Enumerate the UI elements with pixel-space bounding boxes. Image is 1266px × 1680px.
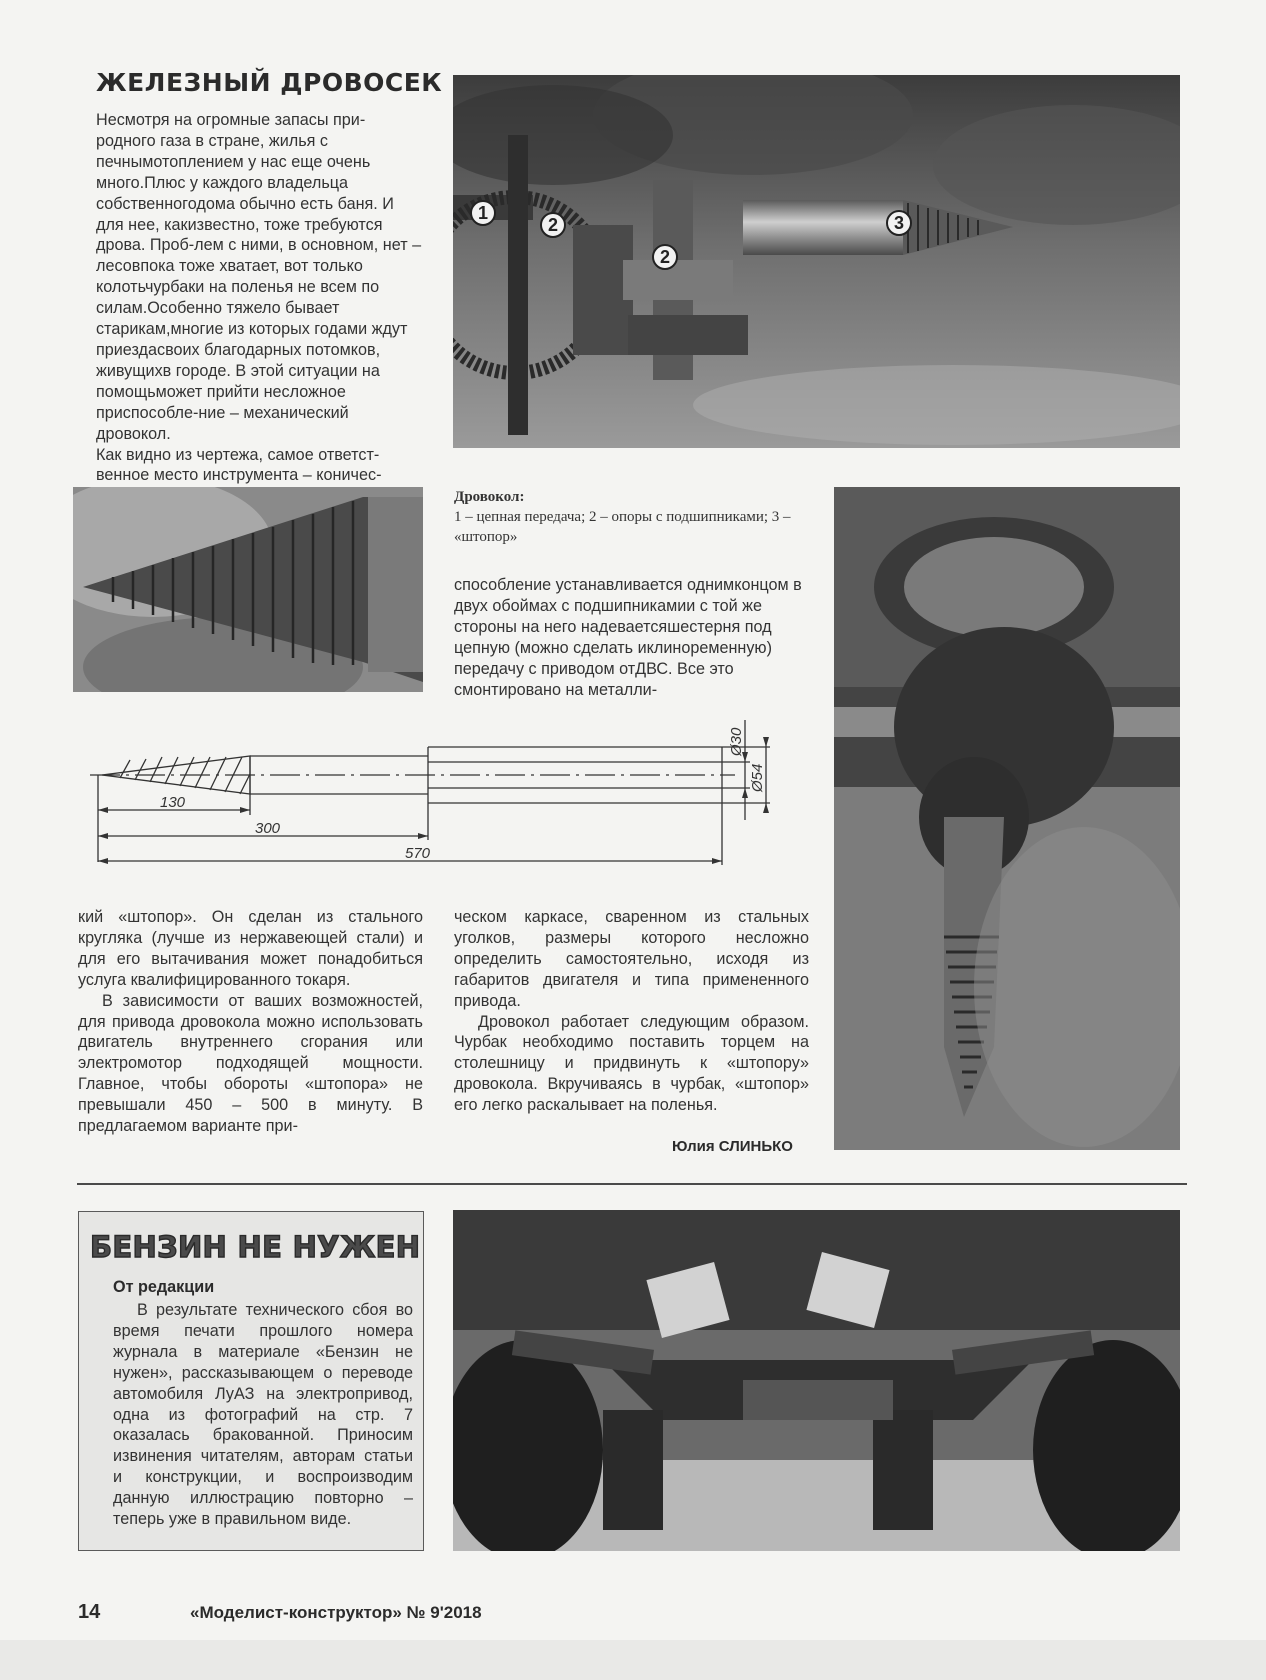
text-line: многие из которых годами ждут приезда [96, 320, 408, 359]
text-line: ние – механический дровокол. [96, 403, 349, 443]
article-intro [96, 110, 422, 486]
text-line: чурбаки на поленья не всем по силам. [96, 278, 380, 318]
photo-car-underside [453, 1210, 1180, 1551]
magazine-issue: «Моделист-конструктор» № 9'2018 [190, 1603, 482, 1622]
diameter-30: Ø30 [728, 727, 745, 756]
sidebar-title: БЕНЗИН НЕ НУЖЕН [90, 1230, 421, 1264]
text-line: родного газа в стране, жилья с печным [96, 131, 329, 171]
dimension-300: 300 [255, 820, 281, 837]
article-lower-middle [454, 907, 809, 1116]
text-line: лем с ними, в основном, нет – лесов [96, 236, 422, 276]
text-line: клиноременную) передачу с приводом от [454, 638, 772, 678]
sidebar-subhead: От редакции [113, 1278, 215, 1296]
text-line: пока тоже хватает, вот только колоть [96, 257, 363, 297]
text-line: в городе. В этой ситуации на помощь [96, 361, 380, 401]
section-divider [77, 1183, 1187, 1185]
photo-label-2a: 2 [547, 215, 559, 235]
text-line: своих благодарных потомков, живущих [96, 340, 381, 380]
figure-caption [454, 487, 809, 547]
sidebar-text-block [113, 1300, 413, 1530]
text-line: может прийти несложное приспособле- [96, 382, 346, 422]
technical-drawing [90, 720, 810, 890]
page-number: 14 [78, 1601, 101, 1623]
text-line: шестерня под цепную (можно сделать и [454, 617, 772, 657]
photo-label-2b: 2 [659, 247, 671, 267]
text-line: Как видно из чертежа, самое ответст- [96, 445, 380, 464]
dimension-570: 570 [405, 845, 431, 862]
author-name: Юлия СЛИНЬКО [672, 1138, 793, 1155]
paragraph-frame: ческом каркасе, сваренном из стальных уголков, размеры которого несложно определить самостоятельно, исходя из габаритов двигателя и типа примененного привода. [454, 908, 809, 1010]
text-line: известно, тоже требуются дрова. Проб- [96, 215, 383, 255]
text-line: отоплением у нас еще очень много. [96, 152, 371, 192]
article-lower-left [78, 907, 423, 1137]
text-line: Несмотря на огромные запасы при- [96, 111, 366, 129]
photo-splitter-assembly [453, 75, 1180, 448]
dimension-130: 130 [160, 794, 186, 811]
text-line: венное место инструмента – коничес- [96, 466, 382, 485]
text-line: способление устанавливается одним [454, 576, 735, 594]
paragraph-operation: Дровокол работает следующим образом. Чурбак необходимо поставить торцем на столешницу и придвинуть к «штопору» дровокола. Вкручиваясь в чурбак, «штопор» его легко раскалывает на поленья. [454, 1012, 809, 1115]
text-line: дома обычно есть баня. И для нее, как [96, 194, 394, 234]
article-mid-column [454, 575, 809, 700]
caption-title: Дровокол: [454, 489, 525, 505]
paragraph-drive: В зависимости от ваших возможностей, для привода дровокола можно использовать двигатель внутреннего сгорания или электромотор подходящей мощности. Главное, чтобы обороты «штопора» не превышали 450 – 500 в минуту. В предлагаемом варианте при- [78, 991, 423, 1136]
text-line: ДВС. Все это смонтировано на металли- [454, 659, 734, 699]
page-bottom-band [0, 1640, 1266, 1680]
paragraph-shtopor: кий «штопор». Он сделан из стального кругляка (лучше из нержавеющей стали) и для его вытачивания может понадобиться услуга квалифицированного токаря. [78, 908, 423, 989]
sidebar-paragraph: В результате технического сбоя во время печати прошлого номера журнала в материале «Бензин не нужен», рассказывающем о переводе автомобиля ЛуАЗ на электропривод, одна из фотографий на стр. 7 оказалась бракованной. Приносим извинения читателям, авторам статьи и конструкции, и воспроизводим данную иллюстрацию повторно – теперь уже в правильном виде. [113, 1301, 413, 1529]
photo-cone-closeup [73, 487, 423, 692]
photo-cone-mounted [834, 487, 1180, 1150]
text-line: Особенно тяжело бывает старикам, [96, 299, 340, 339]
photo-label-3: 3 [893, 213, 905, 233]
text-line: Плюс у каждого владельца собственного [96, 173, 349, 213]
text-line: концом в двух обоймах с подшипниками [454, 576, 802, 615]
caption-text: 1 – цепная передача; 2 – опоры с подшипниками; 3 – «штопор» [454, 509, 791, 545]
diameter-54: Ø54 [749, 763, 766, 792]
photo-label-1: 1 [477, 203, 489, 223]
article-title: ЖЕЛЕЗНЫЙ ДРОВОСЕК [96, 68, 443, 97]
text-line: и с той же стороны на него надевается [454, 596, 763, 636]
